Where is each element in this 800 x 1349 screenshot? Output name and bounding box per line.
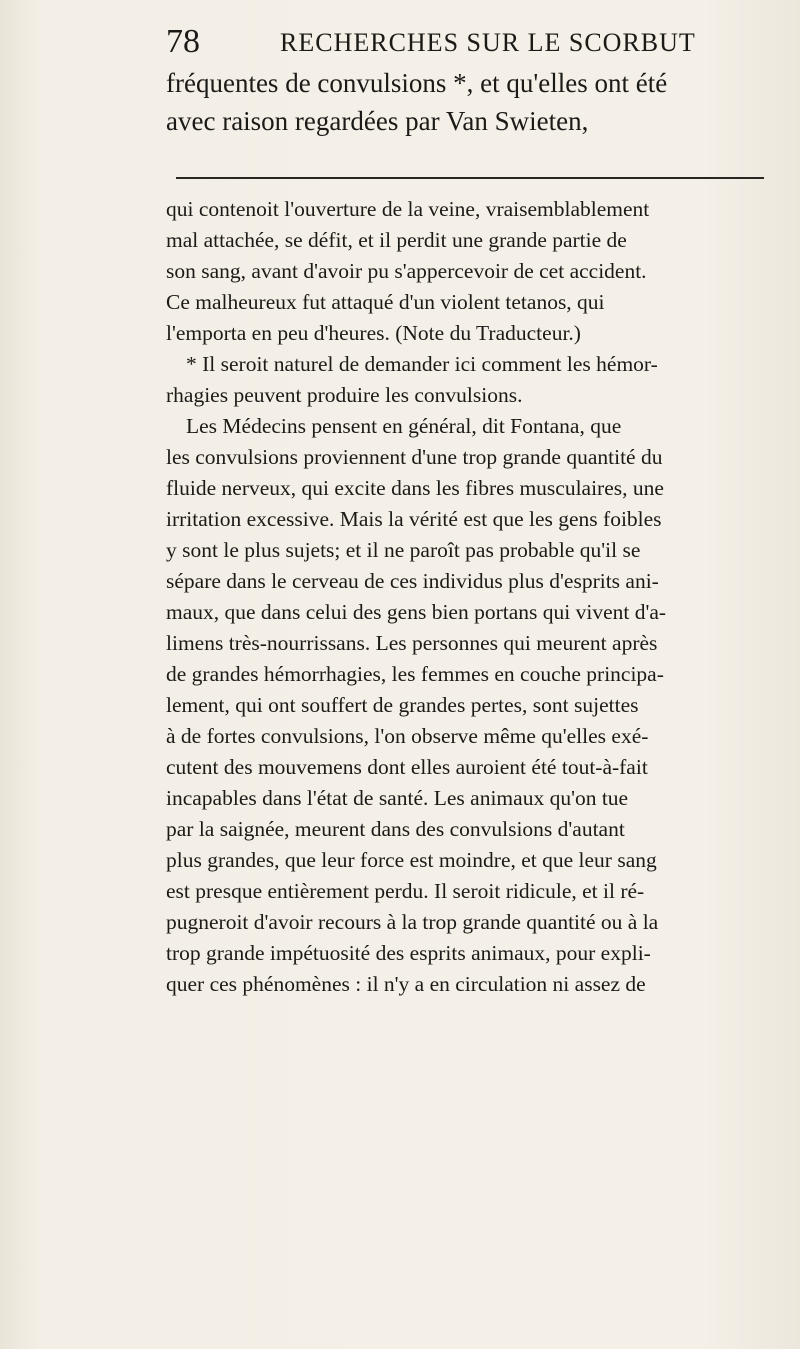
note-line: Ce malheureux fut attaqué d'un violent tetanos, qui xyxy=(166,290,605,314)
footnote-rule xyxy=(176,177,764,179)
note-line: les convulsions proviennent d'une trop grande quantité du xyxy=(166,445,663,469)
note-line: trop grande impétuosité des esprits animaux, pour expli- xyxy=(166,941,651,965)
note-line: limens très-nourrissans. Les personnes qui meurent après xyxy=(166,631,658,655)
note-line: * Il seroit naturel de demander ici comment les hémor- xyxy=(186,352,658,376)
note-line: maux, que dans celui des gens bien portans qui vivent d'a- xyxy=(166,600,667,624)
running-title: RECHERCHES SUR LE SCORBUT xyxy=(280,28,696,57)
note-line: qui contenoit l'ouverture de la veine, vraisemblablement xyxy=(166,197,650,221)
note-line: l'emporta en peu d'heures. (Note du Traducteur.) xyxy=(166,321,581,345)
note-line: lement, qui ont souffert de grandes pertes, sont sujettes xyxy=(166,693,639,717)
running-head xyxy=(166,22,766,62)
note-line: rhagies peuvent produire les convulsions. xyxy=(166,383,523,407)
note-line: cutent des mouvemens dont elles auroient été tout-à-fait xyxy=(166,755,648,779)
note-line: par la saignée, meurent dans des convulsions d'autant xyxy=(166,817,625,841)
note-line: Les Médecins pensent en général, dit Fontana, que xyxy=(186,414,622,438)
main-line: avec raison regardées par Van Swieten, xyxy=(166,106,589,136)
main-line: fréquentes de convulsions *, et qu'elles ont été xyxy=(166,68,668,98)
note-line: sépare dans le cerveau de ces individus plus d'esprits ani- xyxy=(166,569,659,593)
note-line: de grandes hémorrhagies, les femmes en couche principa- xyxy=(166,662,664,686)
main-text xyxy=(166,64,776,140)
note-line: son sang, avant d'avoir pu s'appercevoir de cet accident. xyxy=(166,259,647,283)
note-line: est presque entièrement perdu. Il seroit ridicule, et il ré- xyxy=(166,879,645,903)
note-line: incapables dans l'état de santé. Les animaux qu'on tue xyxy=(166,786,629,810)
note-line: fluide nerveux, qui excite dans les fibres musculaires, une xyxy=(166,476,664,500)
note-line: quer ces phénomènes : il n'y a en circulation ni assez de xyxy=(166,972,646,996)
page-number: 78 xyxy=(166,23,200,60)
note-line: irritation excessive. Mais la vérité est que les gens foibles xyxy=(166,507,662,531)
note-line: plus grandes, que leur force est moindre, et que leur sang xyxy=(166,848,657,872)
footnote-text xyxy=(166,194,776,1000)
note-line: à de fortes convulsions, l'on observe même qu'elles exé- xyxy=(166,724,649,748)
note-line: mal attachée, se défit, et il perdit une grande partie de xyxy=(166,228,627,252)
note-line: pugneroit d'avoir recours à la trop grande quantité ou à la xyxy=(166,910,659,934)
note-line: y sont le plus sujets; et il ne paroît pas probable qu'il se xyxy=(166,538,641,562)
